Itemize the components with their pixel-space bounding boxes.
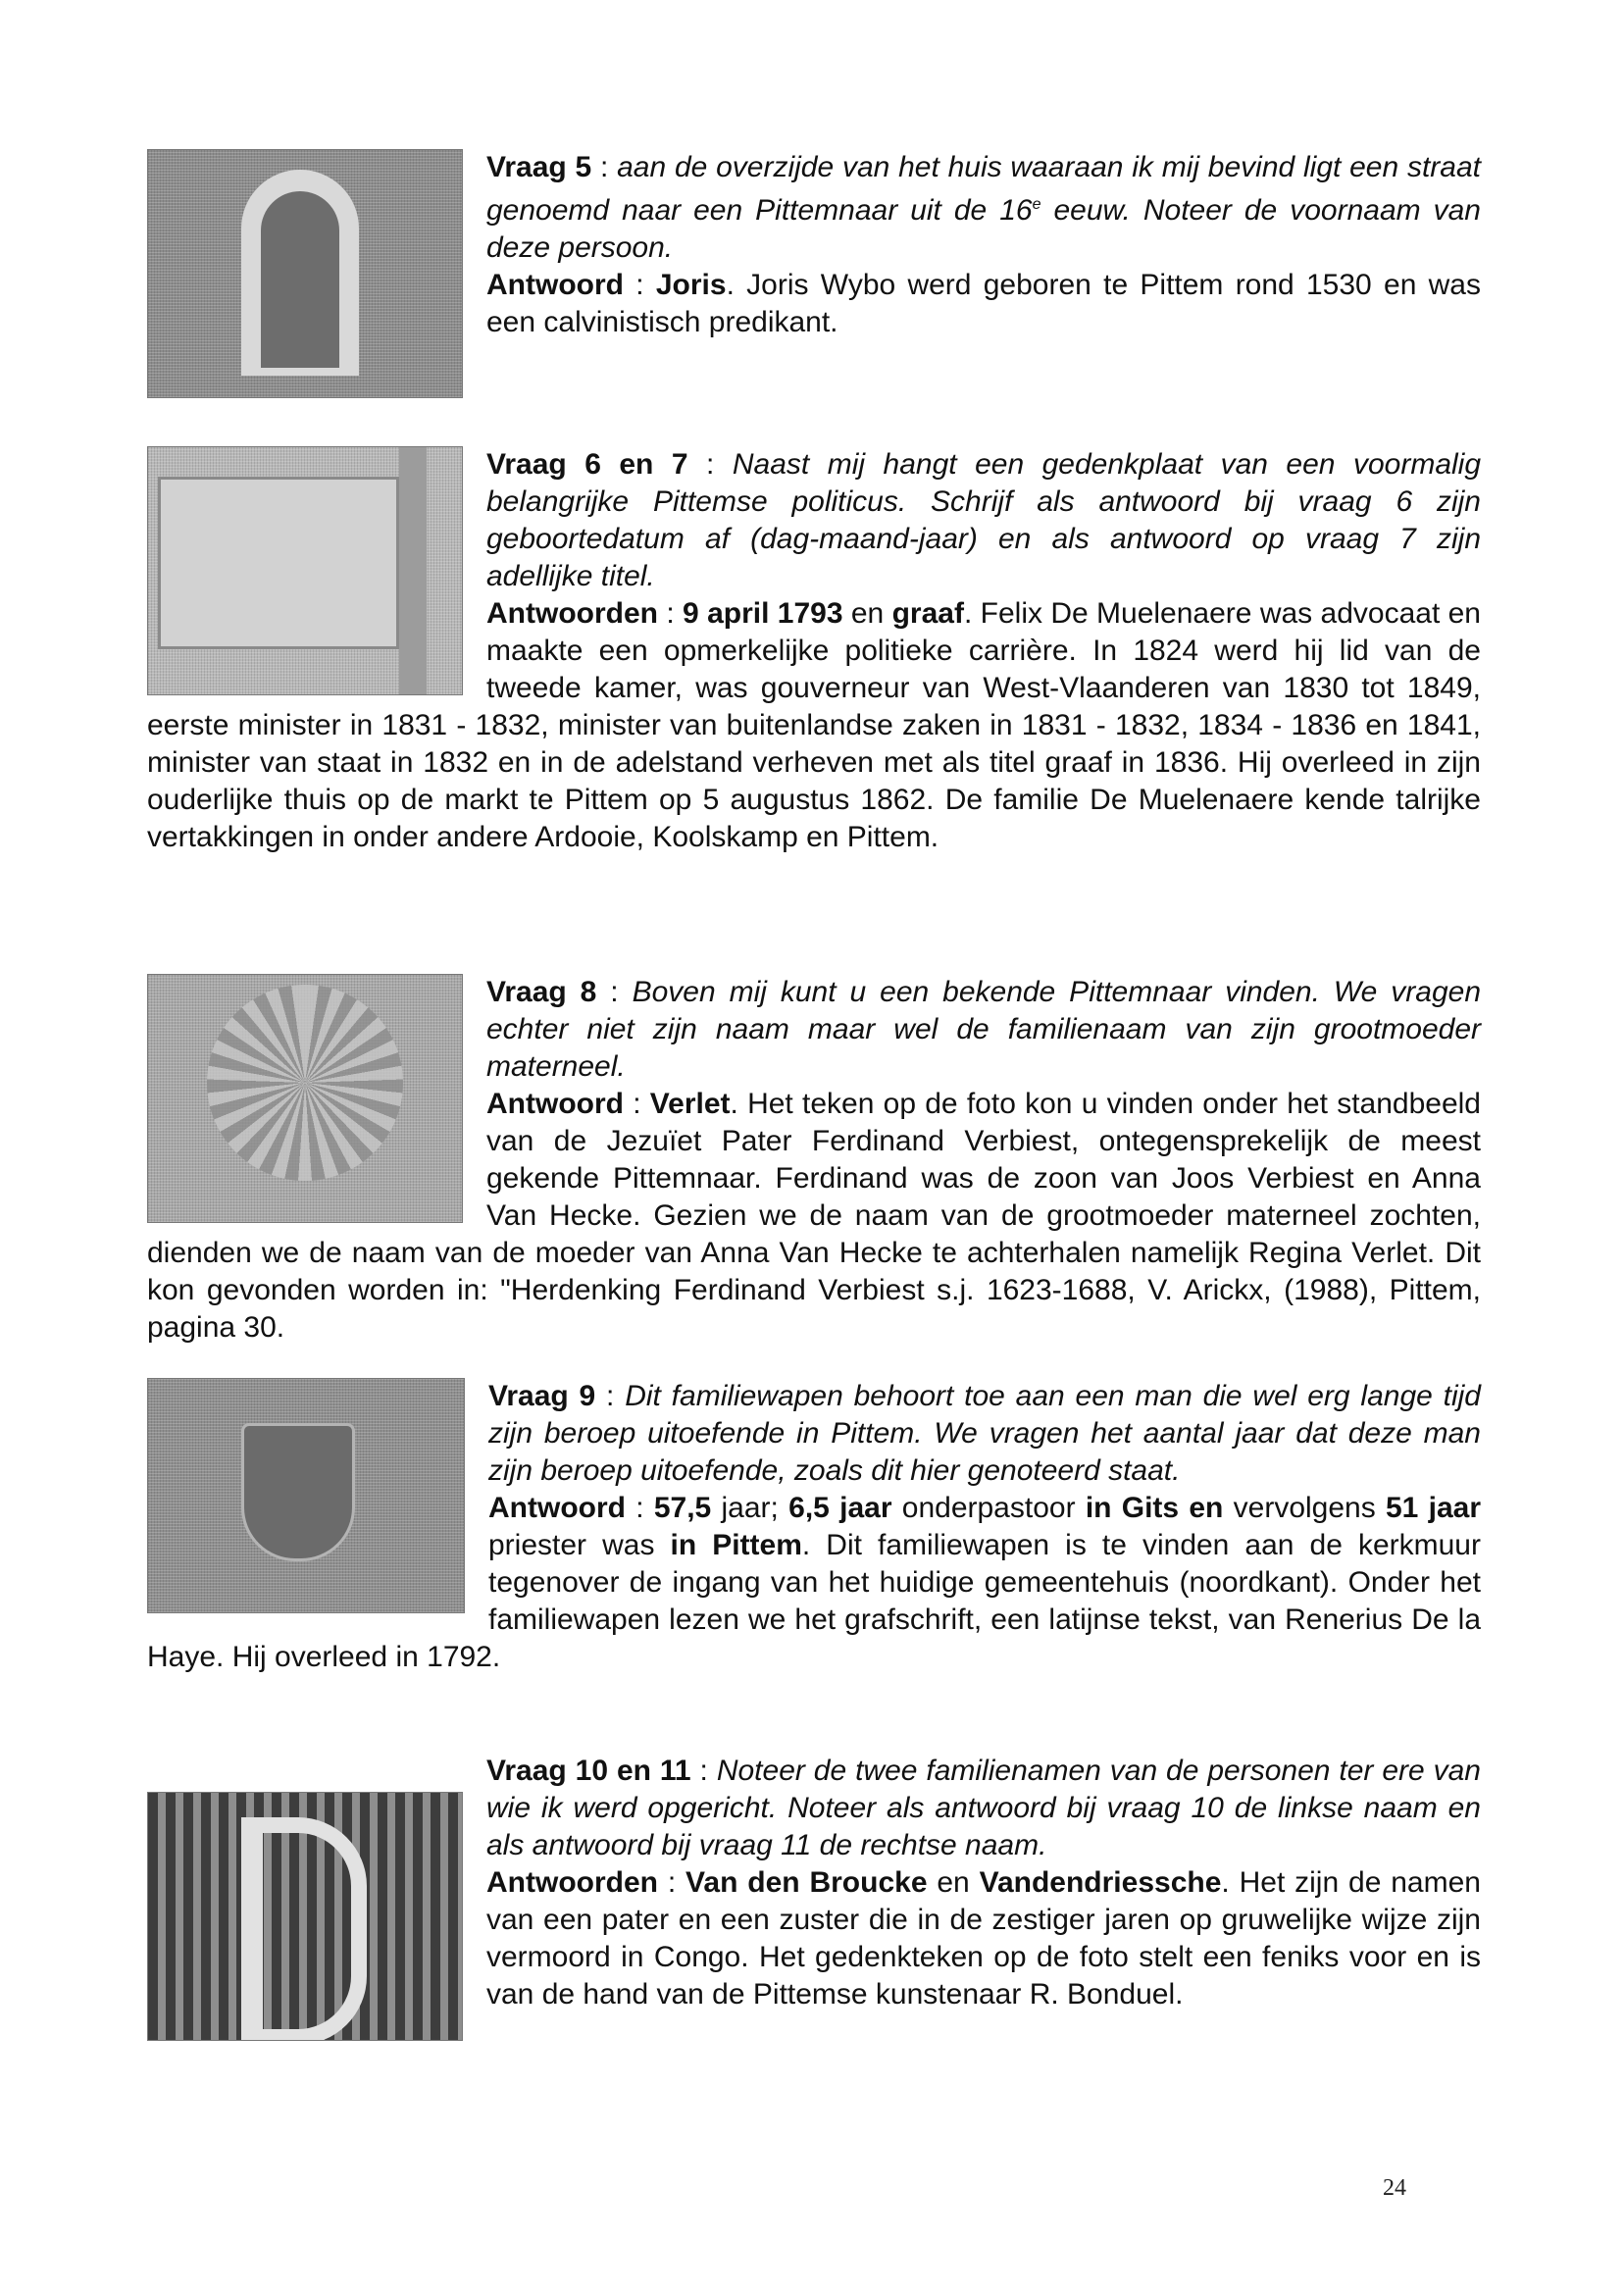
- page-number: 24: [1383, 2175, 1406, 2201]
- question-9-text: Dit familiewapen behoort toe aan een man die wel erg lange tijd zijn beroep uitoefende in Pittem. We vragen het aantal jaar dat deze man zijn beroep uitoefende, zoals dit hier genoteerd staat.: [488, 1380, 1481, 1487]
- answer-10-11-label: Antwoorden: [486, 1866, 658, 1899]
- question-6-7-text: Naast mij hangt een gedenkplaat van een voormalig belangrijke Pittemse politicus. Schrijf als antwoord bij vraag 6 zijn geboortedatum af (dag-maand-jaar) en als antwoord op vraag 7 zijn adellijke titel.: [486, 448, 1482, 592]
- question-5-label: Vraag 5: [486, 151, 592, 183]
- answer-10-11-text: . Het zijn de namen van een pater en een zuster die in de zestiger jaren op gruwelijke wijze zijn vermoord in Congo. Het gedenkteken op de foto stelt een feniks voor en is van de hand van de Pittemse kunstenaar R. Bonduel.: [486, 1866, 1481, 2011]
- plaque-photo: [147, 446, 463, 695]
- emblem-photo: [147, 974, 463, 1223]
- answer-8-text: . Het teken op de foto kon u vinden onder het standbeeld van de Jezuïet Pater Ferdinand Verbiest, ontegensprekelijk de meest gekende Pittemnaar. Ferdinand was de zoon van Joos Verbiest en Anna Van Hecke. Gezien we de naam van de grootmoeder materneel zochten, dienden we de naam van de moeder van Anna Van Hecke te achterhalen namelijk Regina Verlet. Dit kon gevonden worden in: "Herdenking Ferdinand Verbiest s.j. 1623-1688, V. Arickx, (1988), Pittem, pagina 30.: [147, 1088, 1481, 1344]
- question-8-section: Vraag 8 : Boven mij kunt u een bekende Pittemnaar vinden. We vragen echter niet zijn naam maar wel de familienaam van zijn grootmoeder materneel. Antwoord : Verlet. Het teken op de foto kon u vinden onder het standbeeld van de Jezuïet Pater Ferdinand Verbiest, ontegensprekelijk de meest gekende Pittemnaar. Ferdinand was de zoon van Joos Verbiest en Anna Van Hecke. Gezien we de naam van de grootmoeder materneel zochten, dienden we de naam van de moeder van Anna Van Hecke te achterhalen namelijk Regina Verlet. Dit kon gevonden worden in: "Herdenking Ferdinand Verbiest s.j. 1623-1688, V. Arickx, (1988), Pittem, pagina 30.: [147, 976, 1482, 1344]
- answer-5-label: Antwoord: [486, 269, 624, 301]
- niche-photo: [147, 149, 463, 398]
- answer-7-value: graaf: [891, 597, 964, 630]
- question-9-label: Vraag 9: [488, 1380, 596, 1412]
- answer-9-label: Antwoord: [488, 1492, 626, 1524]
- question-9-section: Vraag 9 : Dit familiewapen behoort toe aan een man die wel erg lange tijd zijn beroep uitoefende in Pittem. We vragen het aantal jaar dat deze man zijn beroep uitoefende, zoals dit hier genoteerd staat. Antwoord : 57,5 jaar; 6,5 jaar onderpastoor in Gits en vervolgens 51 jaar priester was in Pittem. Dit familiewapen is te vinden aan de kerkmuur tegenover de ingang van het huidige gemeentehuis (noordkant). Onder het familiewapen lezen we het grafschrift, een latijnse tekst, van Renerius De la Haye. Hij overleed in 1792.: [147, 1380, 1482, 1673]
- question-5-section: Vraag 5 : aan de overzijde van het huis waaraan ik mij bevind ligt een straat genoemd naar een Pittemnaar uit de 16e eeuw. Noteer de voornaam van deze persoon. Antwoord : Joris. Joris Wybo werd geboren te Pittem rond 1530 en was een calvinistisch predikant.: [147, 149, 1481, 404]
- question-6-7-label: Vraag 6 en 7: [486, 448, 688, 481]
- answer-6-7-text: . Felix De Muelenaere was advocaat en maakte een opmerkelijke politieke carrière. In 1824 werd hij lid van de tweede kamer, was gouverneur van West-Vlaanderen van 1830 tot 1849, eerste minister in 1831 - 1832, minister van buitenlandse zaken in 1831 - 1832, 1834 - 1836 en 1841, minister van staat in 1832 en in de adelstand verheven met als titel graaf in 1836. Hij overleed in zijn ouderlijke thuis op de markt te Pittem op 5 augustus 1862. De familie De Muelenaere kende talrijke vertakkingen in onder andere Ardooie, Koolskamp en Pittem.: [147, 597, 1481, 853]
- answer-6-value: 9 april 1793: [683, 597, 843, 630]
- answer-9-value: 57,5: [653, 1492, 712, 1524]
- answer-5-value: Joris: [655, 269, 727, 301]
- coat-of-arms-photo: [147, 1378, 465, 1613]
- question-10-11-text: Noteer de twee familienamen van de personen ter ere van wie ik werd opgericht. Noteer als antwoord bij vraag 10 de linkse naam en als antwoord bij vraag 11 de rechtse naam.: [486, 1755, 1481, 1861]
- question-8-text: Boven mij kunt u een bekende Pittemnaar vinden. We vragen echter niet zijn naam maar wel de familienaam van zijn grootmoeder materneel.: [486, 976, 1482, 1083]
- monument-photo: [147, 1792, 463, 2041]
- answer-9-text: . Dit familiewapen is te vinden aan de kerkmuur tegenover de ingang van het huidige gemeentehuis (noordkant). Onder het familiewapen lezen we het grafschrift, een latijnse tekst, van Renerius De la Haye. Hij overleed in 1792.: [147, 1529, 1481, 1673]
- answer-5-text: . Joris Wybo werd geboren te Pittem rond 1530 en was een calvinistisch predikant.: [486, 269, 1481, 338]
- answer-11-value: Vandendriessche: [979, 1866, 1222, 1899]
- answer-8-label: Antwoord: [486, 1088, 624, 1120]
- question-10-11-label: Vraag 10 en 11: [486, 1755, 691, 1787]
- answer-8-value: Verlet: [649, 1088, 731, 1120]
- answer-10-value: Van den Broucke: [685, 1866, 928, 1899]
- question-6-7-section: Vraag 6 en 7 : Naast mij hangt een gedenkplaat van een voormalig belangrijke Pittemse politicus. Schrijf als antwoord bij vraag 6 zijn geboortedatum af (dag-maand-jaar) en als antwoord op vraag 7 zijn adellijke titel. Antwoorden : 9 april 1793 en graaf. Felix De Muelenaere was advocaat en maakte een opmerkelijke politieke carrière. In 1824 werd hij lid van de tweede kamer, was gouverneur van West-Vlaanderen van 1830 tot 1849, eerste minister in 1831 - 1832, minister van buitenlandse zaken in 1831 - 1832, 1834 - 1836 en 1841, minister van staat in 1832 en in de adelstand verheven met als titel graaf in 1836. Hij overleed in zijn ouderlijke thuis op de markt te Pittem op 5 augustus 1862. De familie De Muelenaere kende talrijke vertakkingen in onder andere Ardooie, Koolskamp en Pittem.: [147, 448, 1482, 853]
- question-8-label: Vraag 8: [486, 976, 597, 1008]
- answer-6-7-label: Antwoorden: [486, 597, 658, 630]
- question-5-text: aan de overzijde van het huis waaraan ik mij bevind ligt een straat genoemd naar een Pittemnaar uit de 16e eeuw. Noteer de voornaam van deze persoon.: [486, 151, 1481, 264]
- question-10-11-section: Vraag 10 en 11 : Noteer de twee familienamen van de personen ter ere van wie ik werd opgericht. Noteer als antwoord bij vraag 10 de linkse naam en als antwoord bij vraag 11 de rechtse naam. Antwoorden : Van den Broucke en Vandendriessche. Het zijn de namen van een pater en een zuster die in de zestiger jaren op gruwelijke wijze zijn vermoord in Congo. Het gedenkteken op de foto stelt een feniks voor en is van de hand van de Pittemse kunstenaar R. Bonduel.: [147, 1753, 1481, 2047]
